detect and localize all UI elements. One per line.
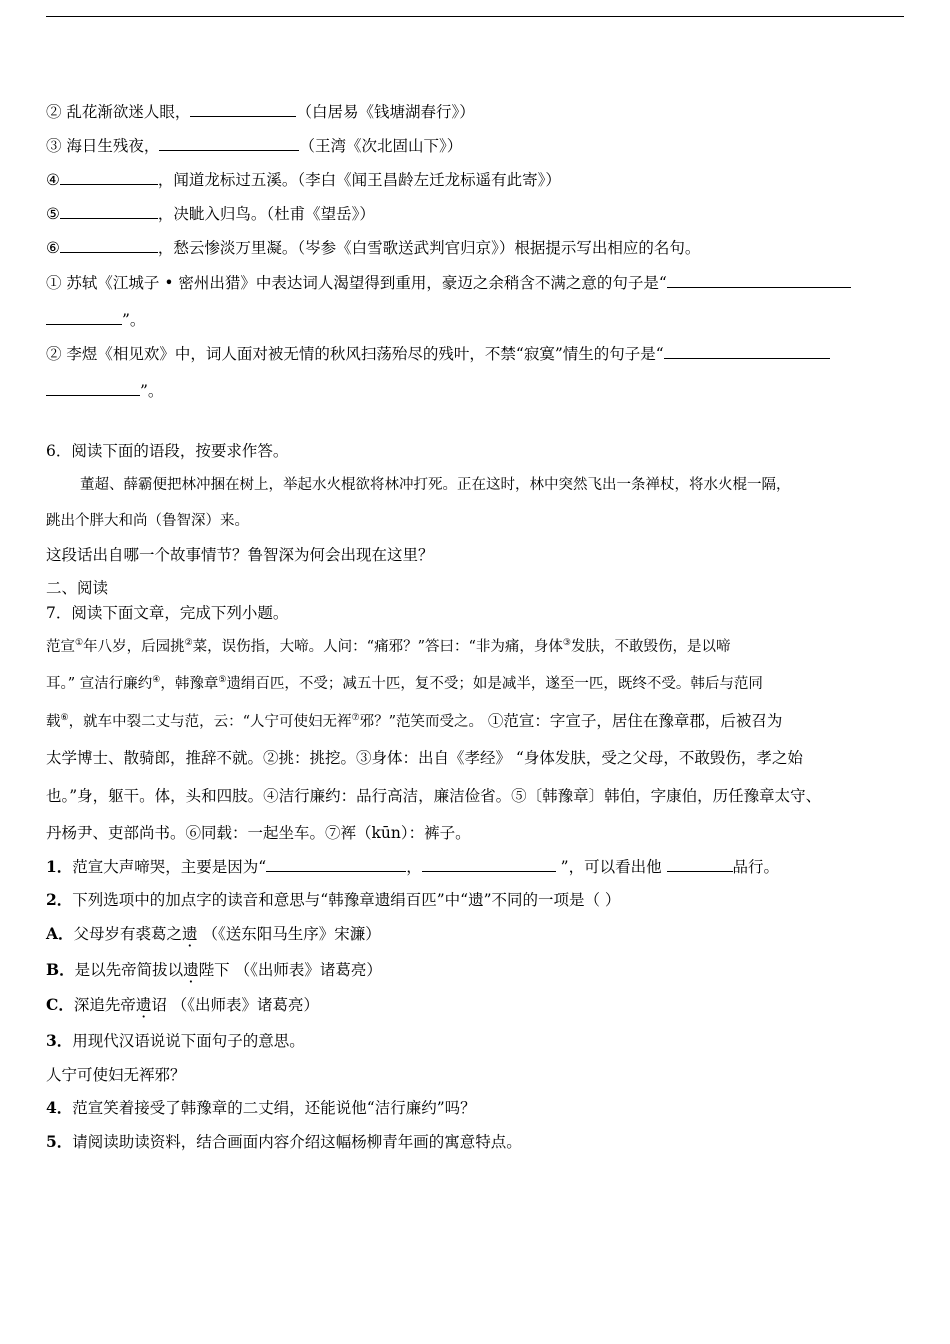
text-span: 诏 （《出师表》诸葛亮）	[151, 996, 320, 1014]
q7-text-line-2	[46, 674, 763, 694]
q7-text-line-1	[46, 637, 730, 657]
answer-blank[interactable]	[422, 870, 556, 872]
footnote-mark: ⑥	[60, 713, 69, 723]
footnote-mark: ③	[562, 638, 571, 648]
question-number: 1．	[46, 857, 73, 876]
option-c[interactable]	[46, 995, 319, 1015]
text-span: 范宣大声啼哭，主要是因为“	[72, 858, 267, 876]
footnote-mark: ⑤	[218, 675, 227, 685]
text-span: 邪？”范笑而受之。	[359, 714, 483, 730]
text-span: （《送东阳马生序》宋濂）	[197, 925, 381, 943]
question-number: 2．	[46, 890, 73, 909]
q6-passage-line-1: 董超、薛霸便把林冲捆在树上，举起水火棍欲将林冲打死。正在这时，林中突然飞出一条禅杖，将水火棍一隔，	[80, 477, 791, 493]
sub-question-5	[46, 1132, 522, 1152]
dotted-char: 遗	[135, 996, 152, 1014]
poem-question-1-cont	[46, 310, 145, 330]
option-b[interactable]	[46, 960, 382, 980]
text-span: 下列选项中的加点字的读音和意思与“韩豫章遗绢百匹”中“遗”不同的一项是（ ）	[72, 891, 621, 909]
question-number: 5．	[46, 1132, 73, 1151]
poem-line-4-text: ，闻道龙标过五溪。（李白《闻王昌龄左迁龙标遥有此寄》）	[157, 171, 561, 189]
answer-blank[interactable]	[664, 357, 830, 359]
text-span: ，就车中裂二丈与范，云：“人宁可使妇无裈	[68, 714, 352, 730]
section-title-reading: 二、阅读	[46, 579, 109, 597]
poem-question-1-end: ”。	[122, 311, 146, 329]
text-span: 载	[46, 714, 61, 730]
q7-notes-line-1: 太学博士、散骑郎，推辞不就。②挑：挑挖。③身体：出自《孝经》 “身体发肤，受之父母，不敢毁伤，孝之始	[46, 749, 803, 767]
q7-notes-line-3: 丹杨尹、吏部尚书。⑥同载：一起坐车。⑦裈（kūn）：裤子。	[46, 824, 471, 842]
sub-question-2	[46, 890, 620, 910]
poem-line-3-source: （王湾《次北固山下》）	[299, 137, 463, 155]
q6-passage-line-2: 跳出个胖大和尚（鲁智深）来。	[46, 513, 249, 529]
poem-question-2	[46, 344, 904, 364]
q6-title: 6．阅读下面的语段，按要求作答。	[46, 442, 289, 460]
poem-line-4-num: ④	[46, 171, 60, 189]
answer-blank[interactable]	[46, 323, 122, 325]
question-number: 3．	[46, 1031, 73, 1050]
footnote-mark: ②	[184, 638, 193, 648]
text-span: 遗绢百匹，不受；减五十匹，复不受；如是减半，遂至一匹，既终不受。韩后与范同	[226, 676, 763, 692]
poem-line-4	[46, 170, 561, 190]
poem-line-2	[46, 102, 475, 122]
poem-line-5	[46, 204, 375, 224]
text-span: ，韩豫章	[160, 676, 219, 692]
answer-blank[interactable]	[60, 217, 158, 219]
question-number: 4．	[46, 1098, 73, 1117]
poem-line-5-num: ⑤	[46, 205, 60, 223]
text-span: 请阅读助读资料，结合画面内容介绍这幅杨柳青年画的寓意特点。	[72, 1133, 522, 1151]
footnote-mark: ⑦	[351, 713, 360, 723]
footnote-mark: ④	[152, 675, 161, 685]
poem-question-2-cont	[46, 381, 163, 401]
poem-line-2-text: ② 乱花渐欲迷人眼，	[46, 103, 191, 121]
text-span: 陛下 （《出师表》诸葛亮）	[198, 961, 382, 979]
text-span: 发肤，不敢毁伤，是以啼	[570, 639, 731, 655]
text-span: 用现代汉语说说下面句子的意思。	[72, 1032, 305, 1050]
text-span: 是以先帝简拔以	[74, 961, 184, 979]
q7-text-line-3	[46, 711, 782, 732]
text-span: 深追先帝	[73, 996, 136, 1014]
poem-line-6-num: ⑥	[46, 239, 60, 257]
header-rule	[46, 16, 904, 17]
text-span: 年八岁，后园挑	[83, 639, 185, 655]
poem-line-3-text: ③ 海日生残夜，	[46, 137, 160, 155]
answer-blank[interactable]	[266, 870, 406, 872]
poem-line-2-source: （白居易《钱塘湖春行》）	[296, 103, 475, 121]
q7-title: 7．阅读下面文章，完成下列小题。	[46, 604, 289, 622]
dotted-char: 遗	[182, 925, 198, 943]
answer-blank[interactable]	[46, 394, 140, 396]
text-span: 范宣	[46, 639, 75, 655]
poem-question-2-text: ② 李煜《相见欢》中，词人面对被无情的秋风扫荡殆尽的残叶，不禁“寂寞”情生的句子是“	[46, 345, 664, 363]
answer-blank[interactable]	[667, 870, 733, 872]
q6-question: 这段话出自哪一个故事情节？鲁智深为何会出现在这里？	[46, 546, 434, 564]
answer-blank[interactable]	[190, 115, 296, 117]
sub-question-3	[46, 1031, 305, 1051]
q7-notes-line-2: 也。”身，躯干。体，头和四肢。④洁行廉约：品行高洁，廉洁俭省。⑤〔韩豫章〕韩伯，字康伯，历任豫章太守、	[46, 787, 822, 805]
dotted-char: 遗	[183, 961, 199, 979]
poem-line-3	[46, 136, 462, 156]
sub-question-1	[46, 857, 779, 877]
option-letter: C．	[46, 995, 74, 1014]
answer-blank[interactable]	[60, 251, 158, 253]
sub-question-3-sentence: 人宁可使妇无裈邪？	[46, 1066, 186, 1084]
text-span: ，	[406, 858, 422, 876]
option-a[interactable]	[46, 924, 381, 944]
poem-line-5-text: ，决眦入归鸟。（杜甫《望岳》）	[157, 205, 375, 223]
poem-question-1-text: ① 苏轼《江城子 • 密州出猎》中表达词人渴望得到重用，豪迈之余稍含不满之意的句子是“	[46, 274, 667, 292]
text-span: 品行。	[732, 858, 780, 876]
poem-line-6-text: ，愁云惨淡万里凝。（岑参《白雪歌送武判官归京》）根据提示写出相应的名句。	[157, 239, 701, 257]
poem-question-2-end: ”。	[140, 382, 164, 400]
sub-question-4	[46, 1098, 476, 1118]
footnote-mark: ①	[75, 638, 84, 648]
text-span: 菜，误伤指，大啼。人问：“痛邪？”答曰：“非为痛，身体	[192, 639, 563, 655]
option-letter: B．	[46, 960, 75, 979]
poem-line-6	[46, 238, 700, 258]
poem-question-1	[46, 273, 904, 293]
option-letter: A．	[46, 924, 74, 943]
footnote-text: ①范宣：字宣子，居住在豫章郡，后被召为	[483, 712, 783, 730]
answer-blank[interactable]	[667, 286, 851, 288]
text-span: 范宣笑着接受了韩豫章的二丈绢，还能说他“洁行廉约”吗？	[72, 1099, 476, 1117]
answer-blank[interactable]	[60, 183, 158, 185]
text-span: ”，可以看出他	[555, 858, 667, 876]
text-span: 耳。” 宣洁行廉约	[46, 676, 153, 692]
text-span: 父母岁有裘葛之	[73, 925, 183, 943]
answer-blank[interactable]	[159, 149, 299, 151]
